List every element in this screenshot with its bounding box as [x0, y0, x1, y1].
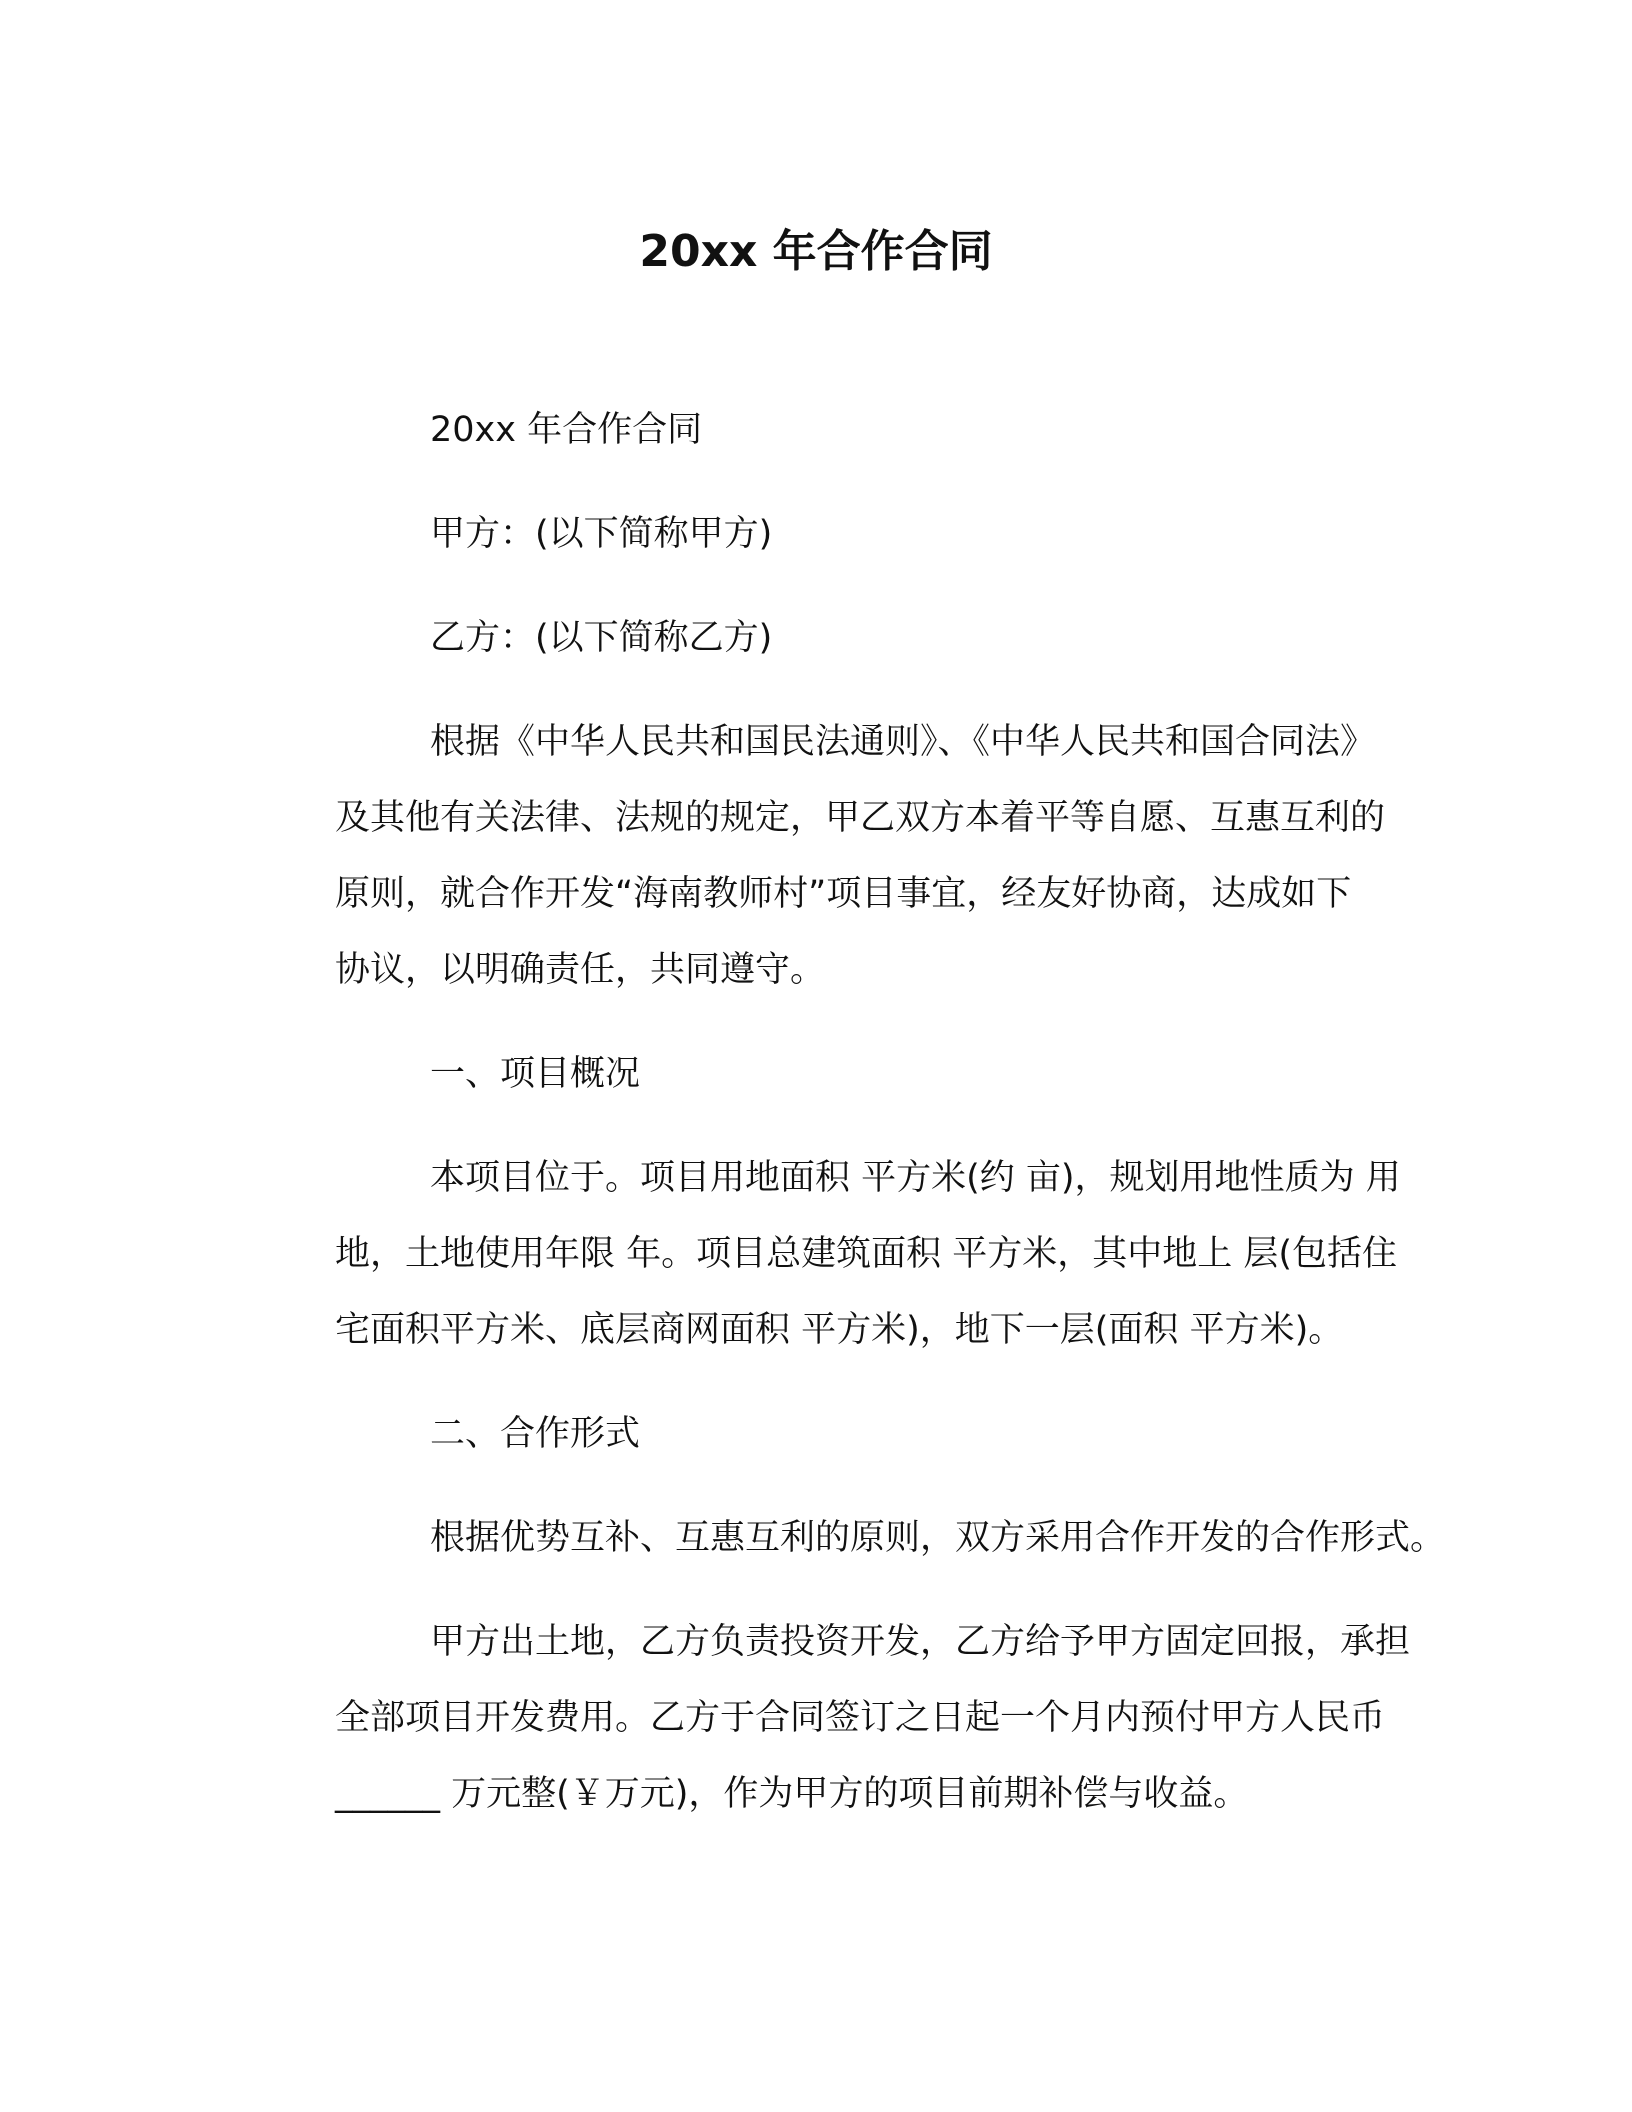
text-line: 甲方出土地，乙方负责投资开发，乙方给予甲方固定回报，承担	[430, 1622, 1411, 1662]
cooperation-form-paragraph	[240, 1500, 1446, 1576]
party-b-line	[240, 600, 1392, 676]
text-line: 一、项目概况	[430, 1054, 641, 1094]
document-body	[240, 392, 1446, 1860]
text-line: 本项目位于。项目用地面积 平方米(约 亩)，规划用地性质为 用	[430, 1158, 1401, 1198]
text-line: 原则，就合作开发“海南教师村”项目事宜，经友好协商，达成如下	[335, 874, 1352, 914]
text-line: 二、合作形式	[430, 1414, 641, 1454]
payment-paragraph	[240, 1604, 1411, 1832]
project-overview-paragraph	[240, 1140, 1401, 1368]
text-line: 全部项目开发费用。乙方于合同签订之日起一个月内预付甲方人民币	[335, 1698, 1386, 1738]
text-line: 20xx 年合作合同	[430, 410, 703, 450]
text-line: 地，土地使用年限 年。项目总建筑面积 平方米，其中地上 层(包括住	[335, 1234, 1398, 1274]
paragraph-heading-title	[240, 392, 1392, 468]
text-line: ______ 万元整(￥万元)，作为甲方的项目前期补偿与收益。	[335, 1774, 1249, 1814]
text-line: 宅面积平方米、底层商网面积 平方米)，地下一层(面积 平方米)。	[335, 1310, 1344, 1350]
section-heading-2	[240, 1396, 1392, 1472]
text-line: 乙方：(以下简称乙方)	[430, 618, 773, 658]
text-line: 及其他有关法律、法规的规定，甲乙双方本着平等自愿、互惠互利的	[335, 798, 1386, 838]
text-line: 协议，以明确责任，共同遵守。	[335, 950, 826, 990]
text-line: 根据优势互补、互惠互利的原则，双方采用合作开发的合作形式。	[430, 1518, 1446, 1558]
text-line: 根据《中华人民共和国民法通则》、《中华人民共和国合同法》	[430, 722, 1376, 762]
text-line: 甲方：(以下简称甲方)	[430, 514, 773, 554]
section-heading-1	[240, 1036, 1392, 1112]
party-a-line	[240, 496, 1392, 572]
intro-paragraph	[240, 704, 1392, 1008]
document-title: 20xx 年合作合同	[639, 226, 993, 277]
